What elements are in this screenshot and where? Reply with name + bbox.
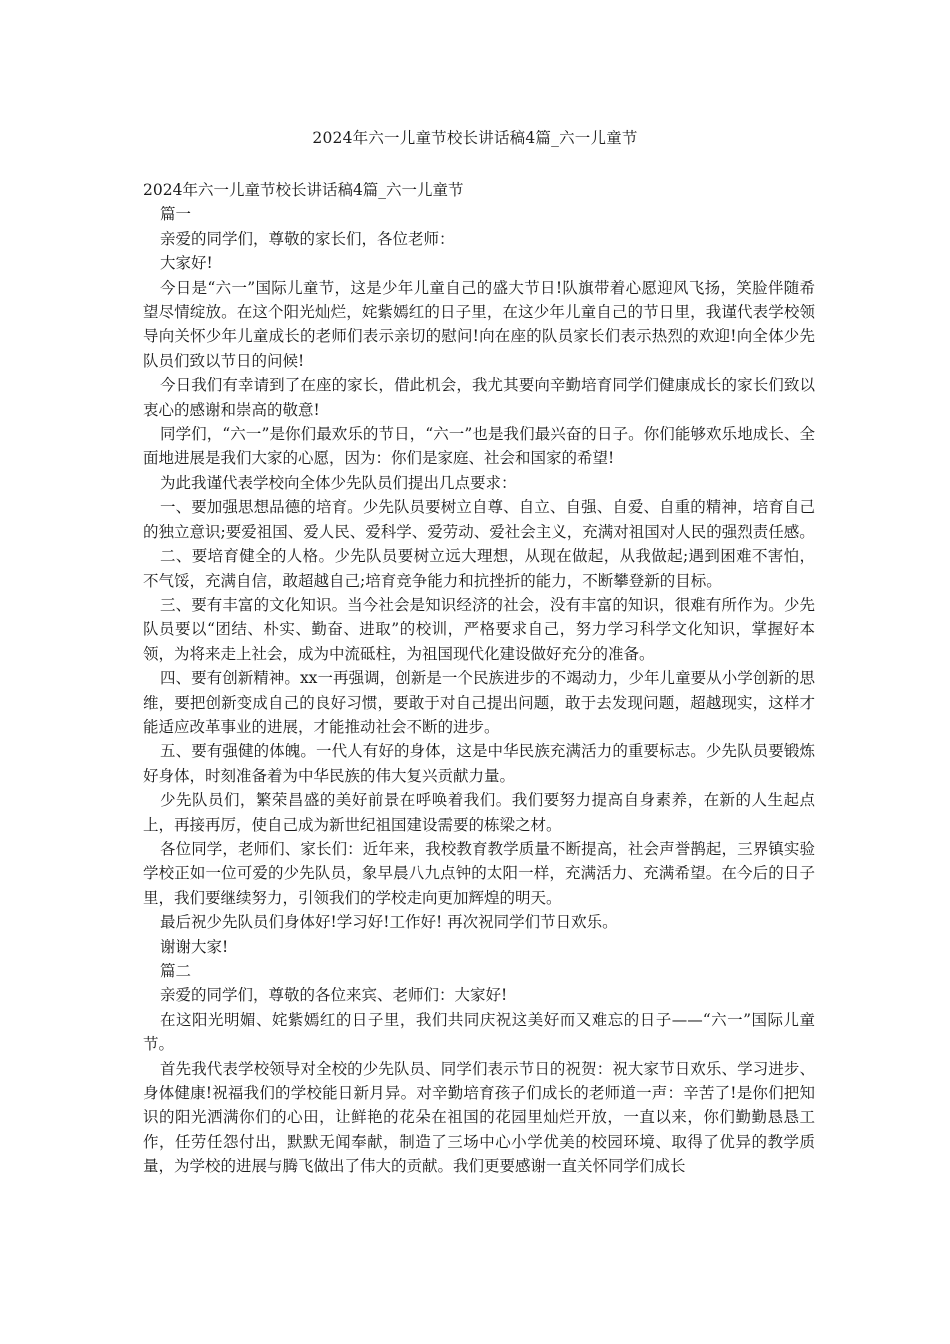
paragraph: 首先我代表学校领导对全校的少先队员、同学们表示节日的祝贺：祝大家节日欢乐、学习进步、身体健康!祝福我们的学校能日新月异。对辛勤培育孩子们成长的老师道一声：辛苦了!是你们把知识的阳光洒满你们的心田，让鲜艳的花朵在祖国的花园里灿烂开放，一直以来，你们勤勤恳恳工作，任劳任怨付出，默默无闻奉献，制造了三场中心小学优美的校园环境、取得了优异的教学质量，为学校的进展与腾飞做出了伟大的贡献。我们更要感谢一直关怀同学们成长 [143,1059,815,1176]
paragraph: 今日我们有幸请到了在座的家长，借此机会，我尤其要向辛勤培育同学们健康成长的家长们致以衷心的感谢和崇高的敬意! [143,376,815,419]
document-body [143,178,815,1179]
paragraph: 最后祝少先队员们身体好!学习好!工作好! 再次祝同学们节日欢乐。 [160,913,618,932]
document-title: 2024年六一儿童节校长讲话稿4篇_六一儿童节 [312,129,638,147]
paragraph: 今日是“六一”国际儿童节，这是少年儿童自己的盛大节日!队旗带着心愿迎风飞扬，笑脸伴随希望尽情绽放。在这个阳光灿烂，姹紫嫣红的日子里，在这少年儿童自己的节日里，我谨代表学校领导向关怀少年儿童成长的老师们表示亲切的慰问!向在座的队员家长们表示热烈的欢迎!向全体少先队员们致以节日的问候! [143,278,815,370]
paragraph: 五、要有强健的体魄。一代人有好的身体，这是中华民族充满活力的重要标志。少先队员要锻炼好身体，时刻准备着为中华民族的伟大复兴贡献力量。 [143,742,815,785]
paragraph: 一、要加强思想品德的培育。少先队员要树立自尊、自立、自强、自爱、自重的精神，培育自己的独立意识;要爱祖国、爱人民、爱科学、爱劳动、爱社会主义，充满对祖国对人民的强烈责任感。 [143,498,815,541]
paragraph: 同学们，“六一”是你们最欢乐的节日，“六一”也是我们最兴奋的日子。你们能够欢乐地成长、全面地进展是我们大家的心愿，因为：你们是家庭、社会和国家的希望! [143,425,815,468]
paragraph: 少先队员们，繁荣昌盛的美好前景在呼唤着我们。我们要努力提高自身素养，在新的人生起点上，再接再厉，使自己成为新世纪祖国建设需要的栋梁之材。 [143,791,815,834]
paragraph: 四、要有创新精神。xx一再强调，创新是一个民族进步的不竭动力，少年儿童要从小学创新的思维，要把创新变成自己的良好习惯，要敢于对自己提出问题，敢于去发现问题，超越现实，这样才能适应改革事业的进展，才能推动社会不断的进步。 [143,669,815,736]
paragraph: 亲爱的同学们，尊敬的各位来宾、老师们：大家好! [160,986,508,1005]
paragraph: 为此我谨代表学校向全体少先队员们提出几点要求： [160,473,517,492]
paragraph: 三、要有丰富的文化知识。当今社会是知识经济的社会，没有丰富的知识，很难有所作为。少先队员要以“团结、朴实、勤奋、进取”的校训，严格要求自己，努力学习科学文化知识，掌握好本领，为将来走上社会，成为中流砥柱，为祖国现代化建设做好充分的准备。 [143,595,815,663]
paragraph: 谢谢大家! [160,937,229,956]
paragraph: 大家好! [160,254,213,273]
paragraph: 各位同学，老师们、家长们：近年来，我校教育教学质量不断提高，社会声誉鹊起，三界镇实验学校正如一位可爱的少先队员，象早晨八九点钟的太阳一样，充满活力、充满希望。在今后的日子里，我们要继续努力，引领我们的学校走向更加辉煌的明天。 [143,839,815,907]
document-subtitle: 2024年六一儿童节校长讲话稿4篇_六一儿童节 [143,181,464,199]
paragraph: 在这阳光明媚、姹紫嫣红的日子里，我们共同庆祝这美好而又难忘的日子——“六一”国际儿童节。 [143,1010,815,1054]
paragraph: 篇二 [160,962,192,980]
paragraph: 二、要培育健全的人格。少先队员要树立远大理想，从现在做起，从我做起;遇到困难不害怕，不气馁，充满自信，敢超越自己;培育竞争能力和抗挫折的能力，不断攀登新的目标。 [143,547,815,590]
paragraph: 篇一 [160,205,192,224]
paragraph: 亲爱的同学们，尊敬的家长们，各位老师： [160,229,455,248]
